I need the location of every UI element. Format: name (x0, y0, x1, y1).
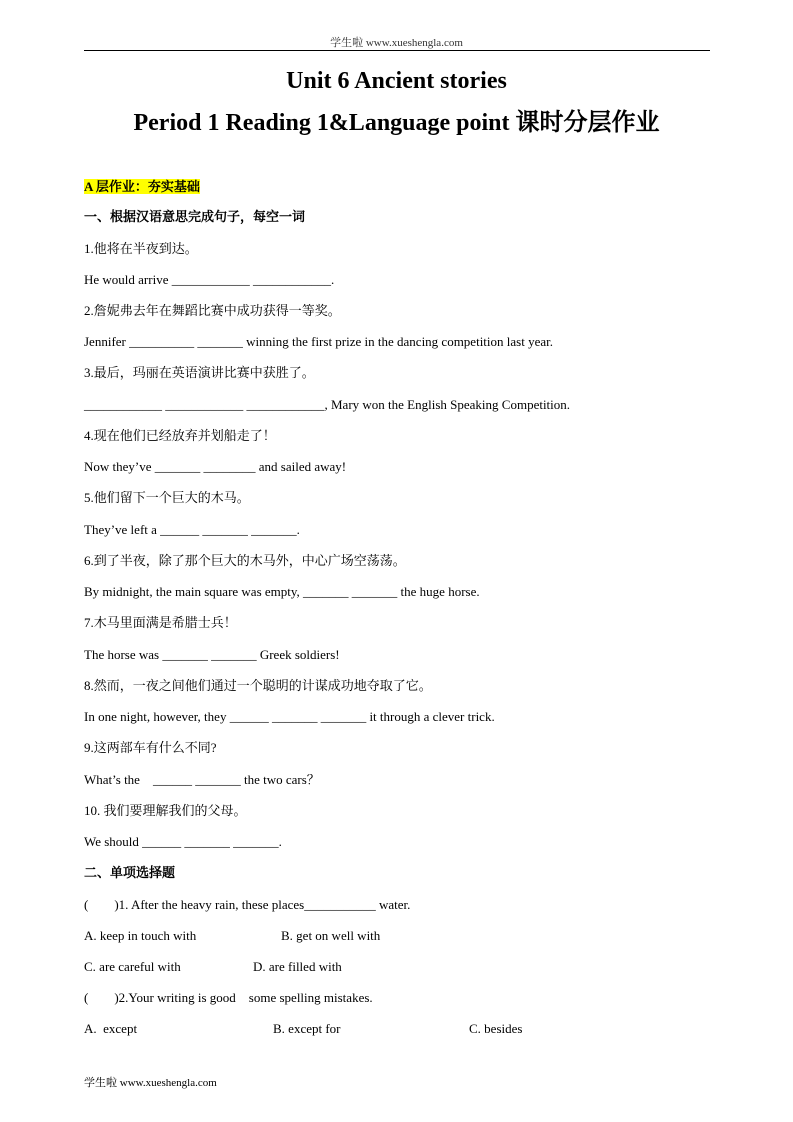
question-en-10: We should ______ _______ _______. (84, 834, 282, 849)
question-en-5: They’ve left a ______ _______ _______. (84, 522, 300, 537)
mc-stem-2: ( )2.Your writing is good some spelling mistakes. (84, 990, 373, 1005)
mc-2-option-a: A. except (84, 1021, 138, 1036)
question-cn-9: 9.这两部车有什么不同? (84, 740, 217, 755)
part2-heading: 二、单项选择题 (84, 865, 176, 880)
mc-1-option-b: B. get on well with (281, 928, 381, 943)
question-cn-10: 10. 我们要理解我们的父母。 (84, 803, 247, 818)
page-footer: 学生啦 www.xueshengla.com (84, 1077, 217, 1089)
question-cn-8: 8.然而，一夜之间他们通过一个聪明的计谋成功地夺取了它。 (84, 678, 432, 693)
mc-1-option-a: A. keep in touch with (84, 928, 197, 943)
question-en-6: By midnight, the main square was empty, _______ _______ the huge horse. (84, 584, 480, 599)
question-cn-2: 2.詹妮弗去年在舞蹈比赛中成功获得一等奖。 (84, 303, 341, 318)
page-header: 学生啦 www.xueshengla.com (330, 37, 463, 49)
question-cn-7: 7.木马里面满是希腊士兵！ (84, 615, 237, 630)
question-en-7: The horse was _______ _______ Greek soldiers! (84, 647, 340, 662)
mc-1-option-d: D. are filled with (253, 959, 342, 974)
question-en-8: In one night, however, they ______ _______ _______ it through a clever trick. (84, 709, 495, 724)
section-a-label (84, 178, 200, 196)
question-en-1: He would arrive ____________ ____________. (84, 272, 335, 287)
question-cn-5: 5.他们留下一个巨大的木马。 (84, 490, 250, 505)
question-en-4: Now they’ve _______ ________ and sailed away! (84, 459, 347, 474)
page-subtitle: Period 1 Reading 1&Language point 课时分层作业 (133, 110, 660, 136)
question-en-9: What’s the ______ _______ the two cars？ (84, 772, 320, 787)
question-cn-3: 3.最后，玛丽在英语演讲比赛中获胜了。 (84, 365, 315, 380)
mc-2-option-c: C. besides (469, 1021, 523, 1036)
question-en-3: ____________ ____________ ____________, Mary won the English Speaking Competition. (84, 397, 571, 412)
section-a-label-text: A 层作业：夯实基础 (84, 179, 200, 194)
mc-stem-1: ( )1. After the heavy rain, these places___________ water. (84, 897, 411, 912)
page-title: Unit 6 Ancient stories (286, 68, 507, 94)
mc-1-option-c: C. are careful with (84, 959, 181, 974)
part1-heading: 一、根据汉语意思完成句子，每空一词 (84, 209, 306, 224)
mc-2-option-b: B. except for (273, 1021, 341, 1036)
question-cn-6: 6.到了半夜，除了那个巨大的木马外，中心广场空荡荡。 (84, 553, 406, 568)
question-en-2: Jennifer __________ _______ winning the first prize in the dancing competition last year. (84, 334, 553, 349)
header-rule (84, 50, 710, 51)
question-cn-1: 1.他将在半夜到达。 (84, 241, 198, 256)
question-cn-4: 4.现在他们已经放弃并划船走了！ (84, 428, 276, 443)
